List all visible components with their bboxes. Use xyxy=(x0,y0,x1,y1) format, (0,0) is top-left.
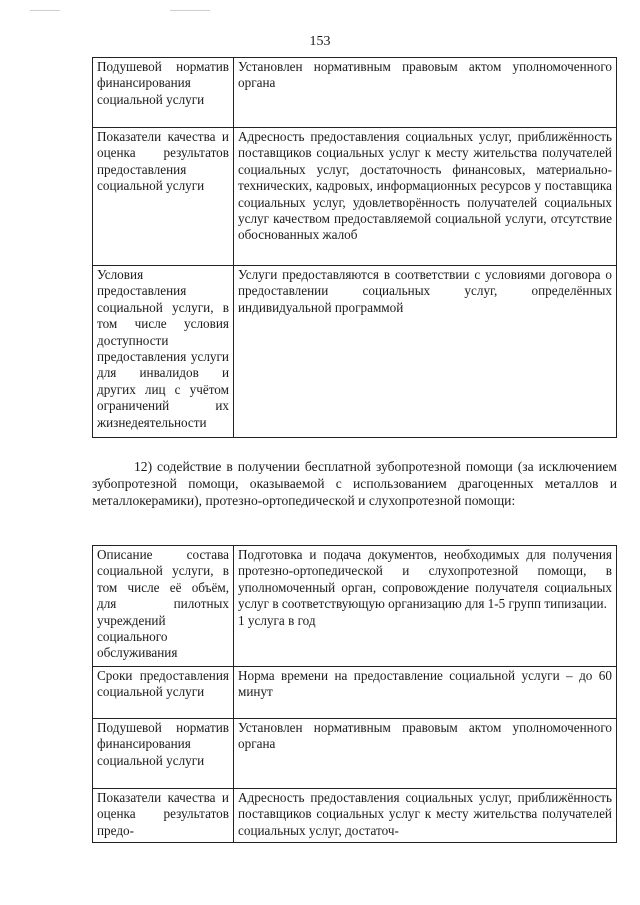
row-value-line: Установлен нормативным правовым актом уполномоченного органа xyxy=(238,720,612,752)
table-row xyxy=(93,546,617,667)
table-row xyxy=(93,667,617,719)
row-value xyxy=(234,667,617,719)
service-table-1 xyxy=(92,57,617,438)
row-value xyxy=(234,266,617,438)
scan-artifact xyxy=(30,10,60,11)
row-value-line: 1 услуга в год xyxy=(238,612,316,628)
row-value-line: Установлен нормативным правовым актом уполномоченного органа xyxy=(238,59,612,91)
page-number: 153 xyxy=(309,34,331,49)
row-label: Условия предоставления социальной услуги, в том числе условия доступности предоставления услуги для инвалидов и других лиц с учётом ограничений их жизнедеятельности xyxy=(93,266,234,438)
row-label: Подушевой норматив финансирования социальной услуги xyxy=(93,58,234,128)
row-label: Подушевой норматив финансирования социальной услуги xyxy=(93,719,234,789)
row-value xyxy=(234,128,617,266)
scan-artifact xyxy=(170,10,210,11)
table-row xyxy=(93,719,617,789)
row-value-line: Адресность предоставления социальных услуг, приближённость поставщиков социальных услуг к месту жительства получателей социальных услуг, достаточ- xyxy=(238,790,612,838)
row-value xyxy=(234,58,617,128)
table-row xyxy=(93,128,617,266)
item-12-paragraph: 12) содействие в получении бесплатной зубопротезной помощи (за исключением зубопротезной помощи, оказываемой с использованием драгоценных металлов и металлокерамики), протезно-ортопедической и слухопротезной помощи: xyxy=(92,459,617,508)
row-label: Показатели качества и оценка результатов предо- xyxy=(93,789,234,843)
row-value-line: Адресность предоставления социальных услуг, приближённость поставщиков социальных услуг к месту жительства получателей социальных услуг, достаточность финансовых, материально-технических, кадровых, информационных ресурсов у поставщика социальных услуг, удовлетворённость получателей социальных услуг качеством предоставляемой социальной услуги, отсутствие обоснованных жалоб xyxy=(238,129,612,243)
row-value-line: Норма времени на предоставление социальной услуги – до 60 минут xyxy=(238,668,612,700)
table-row xyxy=(93,266,617,438)
table-row xyxy=(93,789,617,843)
row-label: Сроки предоставления социальной услуги xyxy=(93,667,234,719)
row-value xyxy=(234,546,617,667)
row-label: Показатели качества и оценка результатов предоставления социальной услуги xyxy=(93,128,234,266)
row-label: Описание состава социальной услуги, в том числе её объём, для пилотных учреждений социального обслуживания xyxy=(93,546,234,667)
service-table-2 xyxy=(92,545,617,843)
row-value-line: Услуги предоставляются в соответствии с условиями договора о предоставлении социальных услуг, определённых индивидуальной программой xyxy=(238,267,612,315)
row-value xyxy=(234,789,617,843)
row-value xyxy=(234,719,617,789)
table-row xyxy=(93,58,617,128)
row-value-line: Подготовка и подача документов, необходимых для получения протезно-ортопедической и слухопротезной помощи, в уполномоченный орган, сопровождение получателя социальных услуг в соответствующую организацию для 1-5 групп типизации. xyxy=(238,547,612,612)
